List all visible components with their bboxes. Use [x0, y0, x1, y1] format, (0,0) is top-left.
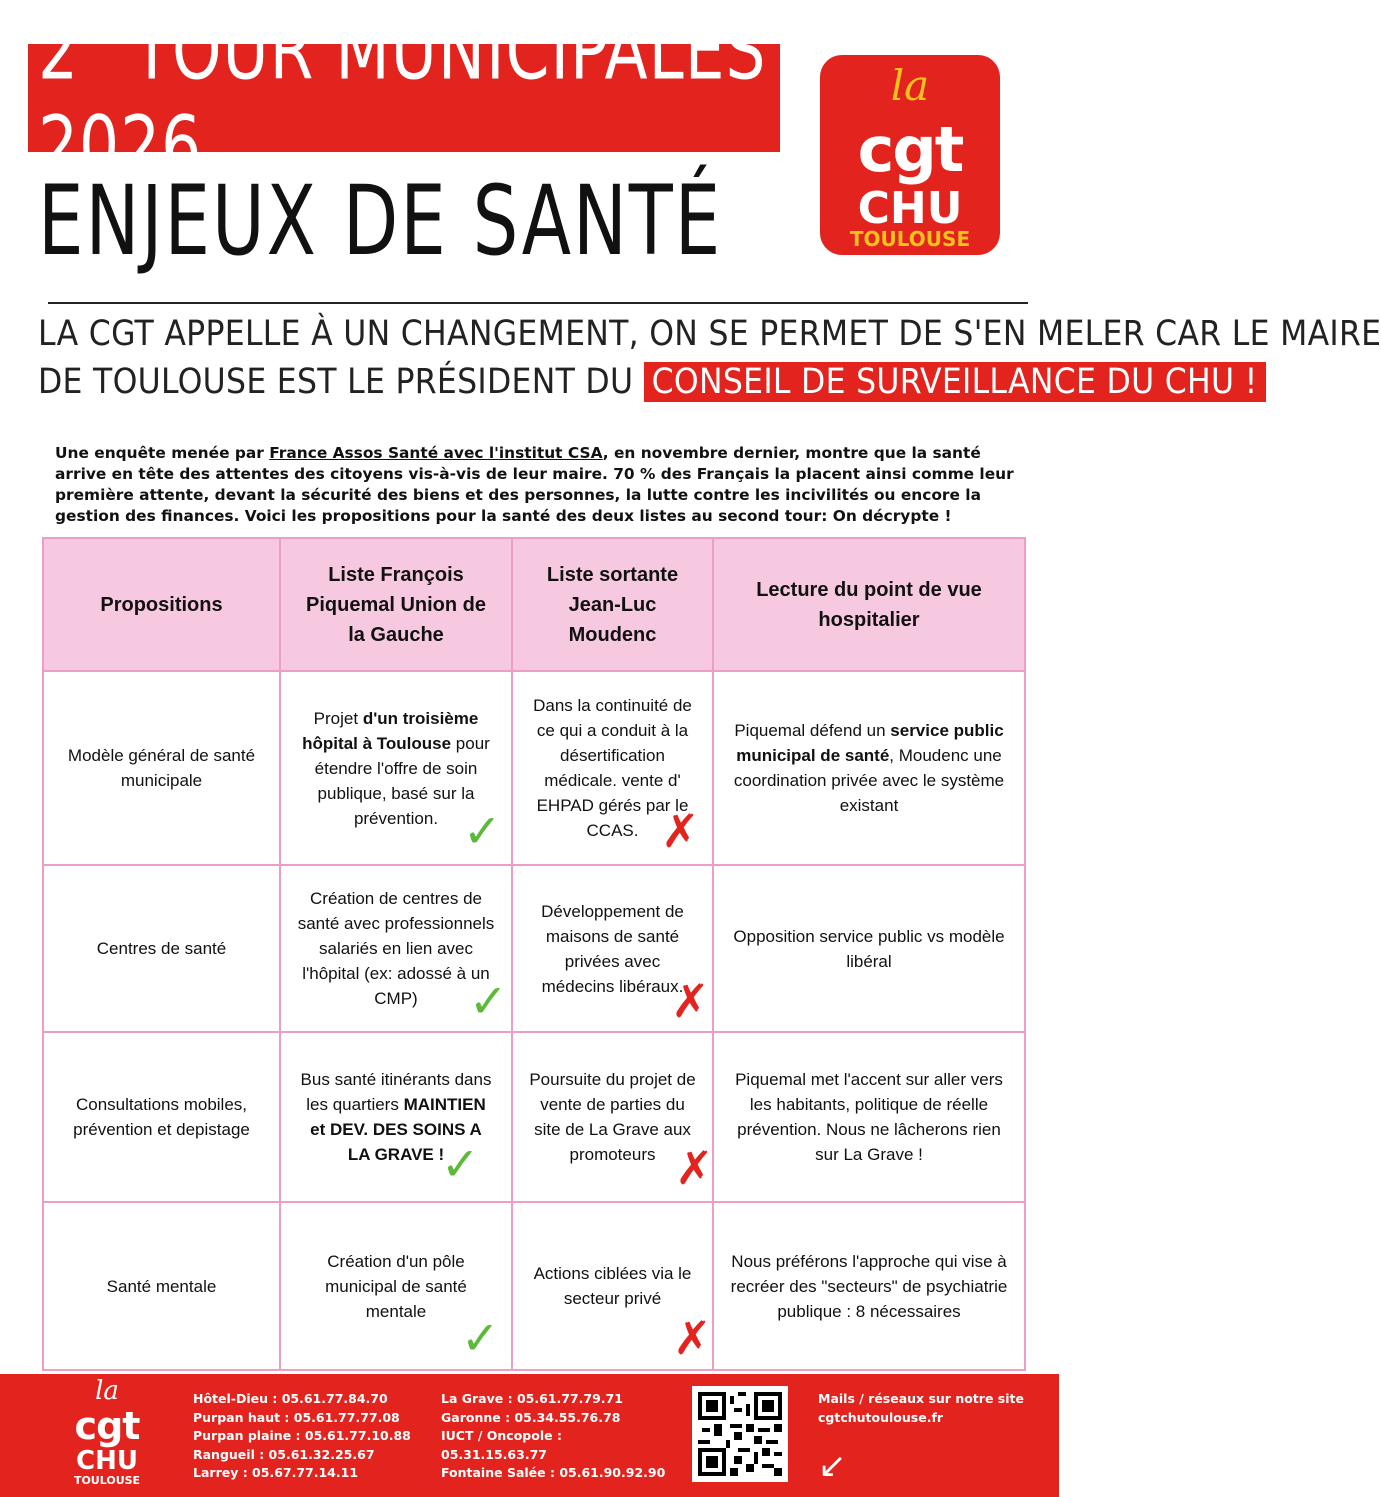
row-topic: Modèle général de santé municipale: [43, 671, 280, 865]
contact-line: IUCT / Oncopole :: [441, 1428, 562, 1443]
table-row: [43, 865, 1025, 1032]
hospital-reading: Nous préférons l'approche qui vise à recréer des "secteurs" de psychiatrie publique : 8 nécessaires: [713, 1202, 1025, 1370]
contact-line: Rangueil : 05.61.32.25.67: [193, 1446, 375, 1462]
moudenc-proposal: Actions ciblées via le secteur privé ✗: [512, 1202, 713, 1370]
check-icon: ✓: [469, 975, 508, 1027]
website-info: [818, 1390, 1024, 1427]
cross-icon: ✗: [661, 804, 700, 858]
comparison-table: [42, 537, 1026, 1371]
contact-line: Fontaine Salée : 05.61.90.92.90: [441, 1465, 666, 1480]
header-moudenc: Liste sortante Jean-Luc Moudenc: [512, 538, 713, 671]
footer: [0, 1374, 1059, 1497]
header-propositions: Propositions: [43, 538, 280, 671]
row-topic: Santé mentale: [43, 1202, 280, 1370]
headline-line-2: DE TOULOUSE EST LE PRÉSIDENT DU CONSEIL DE SURVEILLANCE DU CHU !: [38, 358, 1028, 406]
check-icon: ✓: [441, 1138, 480, 1190]
cgt-chu-logo: la cgt CHU TOULOUSE: [820, 55, 1000, 255]
headline-line-1: LA CGT APPELLE À UN CHANGEMENT, ON SE PERMET DE S'EN MELER CAR LE MAIRE: [38, 314, 1381, 354]
piquemal-proposal: Création d'un pôle municipal de santé mentale ✓: [280, 1202, 512, 1370]
intro-paragraph: Une enquête menée par France Assos Santé avec l'institut CSA, en novembre dernier, montre que la santé arrive en tête des attentes des citoyens vis-à-vis de leur maire. 70 % des Français la placent ainsi comme leur première attente, devant la sécurité des biens et des personnes, la lutte contre les incivilités ou encore la gestion des finances. Voici les propositions pour la santé des deux listes au second tour: On décrypte !: [55, 444, 1014, 525]
moudenc-proposal: Dans la continuité de ce qui a conduit à la désertification médicale. vente d' EHPAD gérés par le CCAS. ✗: [512, 671, 713, 865]
divider: [48, 302, 1028, 304]
check-icon: ✓: [463, 805, 502, 857]
piquemal-proposal: Création de centres de santé avec professionnels salariés en lien avec l'hôpital (ex: adossé à un CMP) ✓: [280, 865, 512, 1032]
row-topic: Consultations mobiles, prévention et depistage: [43, 1032, 280, 1202]
contact-line: La Grave : 05.61.77.79.71: [441, 1391, 623, 1406]
header-piquemal: Liste François Piquemal Union de la Gauche: [280, 538, 512, 671]
moudenc-proposal: Développement de maisons de santé privées avec médecins libéraux. ✗: [512, 865, 713, 1032]
contact-line: Purpan haut : 05.61.77.77.08: [193, 1409, 400, 1425]
headline-highlight: CONSEIL DE SURVEILLANCE DU CHU !: [644, 362, 1266, 402]
moudenc-proposal: Poursuite du projet de vente de parties du site de La Grave aux promoteurs ✗: [512, 1032, 713, 1202]
survey-link[interactable]: France Assos Santé avec l'institut CSA: [269, 444, 603, 462]
check-icon: ✓: [461, 1312, 500, 1364]
header-reading: Lecture du point de vue hospitalier: [713, 538, 1025, 671]
page-subtitle: ENJEUX DE SANTÉ: [38, 165, 723, 277]
website-label: Mails / réseaux sur notre site: [818, 1391, 1024, 1406]
contact-line: 05.31.15.63.77: [441, 1446, 547, 1462]
qr-code-graphic: [698, 1392, 782, 1476]
table-row: [43, 1032, 1025, 1202]
table-row: [43, 671, 1025, 865]
cross-icon: ✗: [675, 1141, 714, 1195]
hospital-reading: Opposition service public vs modèle libéral: [713, 865, 1025, 1032]
title-banner: [28, 3, 780, 193]
headline: [38, 310, 1381, 406]
contact-line: Purpan plaine : 05.61.77.10.88: [193, 1428, 411, 1443]
contact-line: Larrey : 05.67.77.14.11: [193, 1465, 359, 1480]
hospital-reading: Piquemal défend un service public municipal de santé, Moudenc une coordination privée avec le système existant: [713, 671, 1025, 865]
website-link[interactable]: cgtchutoulouse.fr: [818, 1409, 944, 1425]
qr-code-icon[interactable]: [692, 1386, 788, 1482]
cross-icon: ✗: [671, 974, 710, 1028]
row-topic: Centres de santé: [43, 865, 280, 1032]
arrow-icon: ↙: [818, 1446, 847, 1486]
table-row: [43, 1202, 1025, 1370]
contact-line: Garonne : 05.34.55.76.78: [441, 1409, 621, 1425]
contact-line: Hôtel-Dieu : 05.61.77.84.70: [193, 1391, 388, 1406]
page-title: 2° TOUR MUNICIPALES 2026: [38, 3, 767, 193]
table-header-row: [43, 538, 1025, 671]
cross-icon: ✗: [673, 1311, 712, 1365]
footer-logo: la cgt CHU TOULOUSE: [73, 1376, 141, 1487]
piquemal-proposal: Projet d'un troisième hôpital à Toulouse pour étendre l'offre de soin publique, basé sur la prévention. ✓: [280, 671, 512, 865]
contacts-column-2: [441, 1390, 665, 1483]
piquemal-proposal: Bus santé itinérants dans les quartiers MAINTIEN et DEV. DES SOINS A LA GRAVE ! ✓: [280, 1032, 512, 1202]
hospital-reading: Piquemal met l'accent sur aller vers les habitants, politique de réelle prévention. Nous ne lâcherons rien sur La Grave !: [713, 1032, 1025, 1202]
contacts-column-1: [193, 1390, 411, 1483]
